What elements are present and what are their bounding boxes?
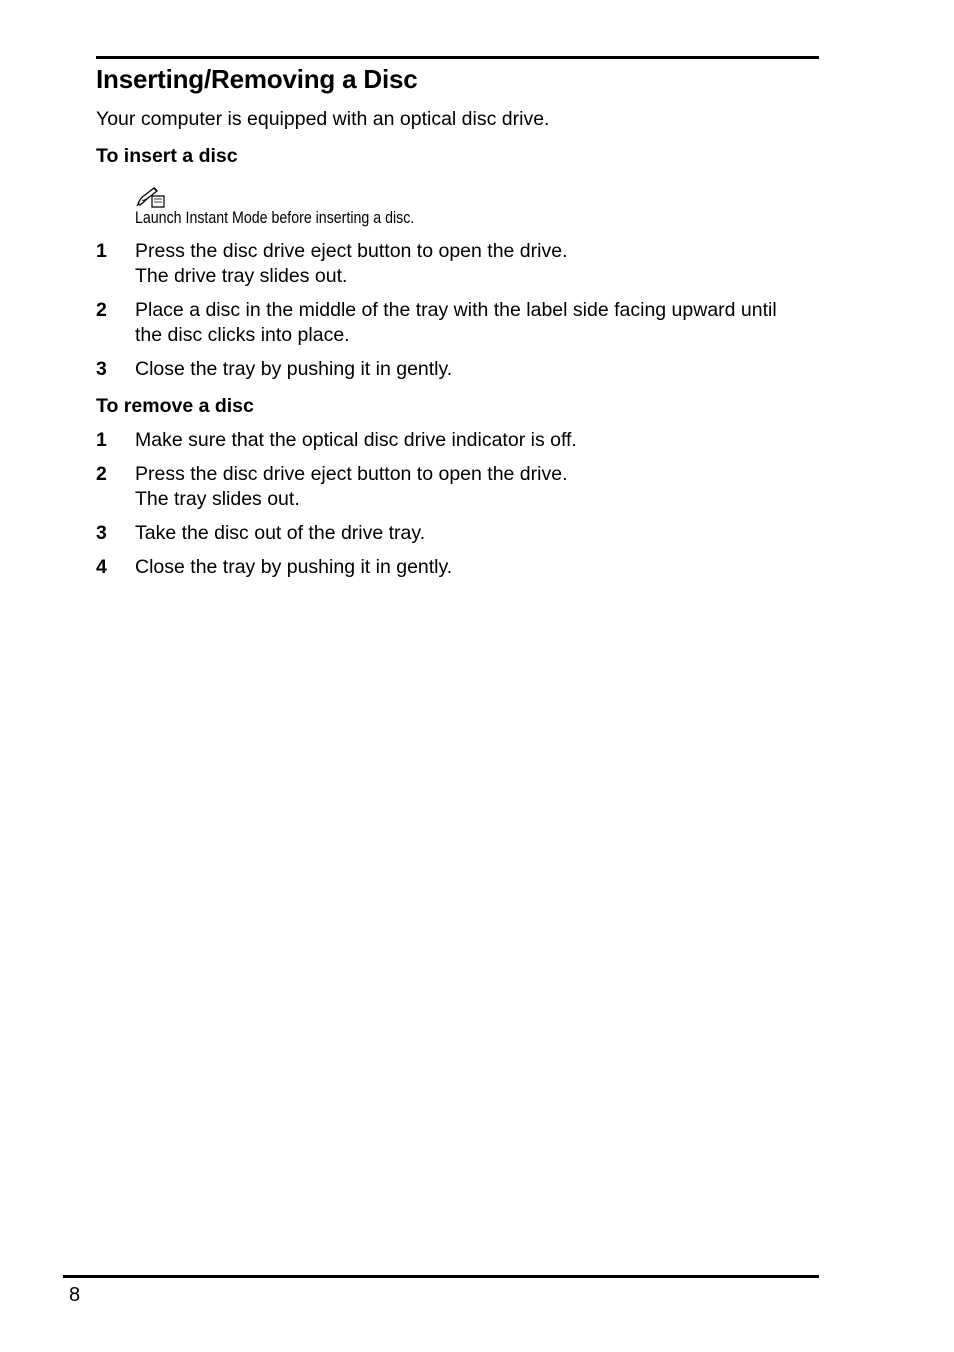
step-line: The drive tray slides out. (135, 265, 348, 287)
remove-step-2 (96, 462, 826, 512)
step-number: 3 (96, 522, 107, 544)
step-line: Press the disc drive eject button to open the drive. (135, 240, 568, 262)
step-text (135, 298, 826, 348)
step-number: 4 (96, 556, 107, 578)
step-number: 2 (96, 463, 107, 485)
step-line: Take the disc out of the drive tray. (135, 522, 426, 544)
note-text: Launch Instant Mode before inserting a disc. (135, 209, 415, 227)
step-line: Close the tray by pushing it in gently. (135, 358, 453, 380)
insert-step-3 (96, 357, 826, 382)
insert-heading: To insert a disc (96, 145, 238, 167)
remove-step-4 (96, 555, 826, 580)
step-number: 1 (96, 240, 107, 262)
page-title: Inserting/Removing a Disc (96, 64, 418, 94)
step-number: 3 (96, 358, 107, 380)
step-line: The tray slides out. (135, 488, 300, 510)
page-number: 8 (69, 1284, 81, 1306)
remove-step-3 (96, 521, 826, 546)
step-text (135, 555, 826, 580)
step-text (135, 462, 826, 512)
step-line: the disc clicks into place. (135, 324, 350, 346)
step-number: 2 (96, 299, 107, 321)
step-text (135, 428, 826, 453)
top-rule (96, 56, 819, 59)
insert-step-1 (96, 239, 826, 289)
step-line: Place a disc in the middle of the tray with the label side facing upward until (135, 299, 777, 321)
bottom-rule (63, 1275, 819, 1278)
step-text (135, 521, 826, 546)
step-line: Make sure that the optical disc drive indicator is off. (135, 429, 577, 451)
step-line: Press the disc drive eject button to open the drive. (135, 463, 568, 485)
step-line: Close the tray by pushing it in gently. (135, 556, 453, 578)
insert-step-2 (96, 298, 826, 348)
intro-text: Your computer is equipped with an optical disc drive. (96, 108, 550, 130)
step-number: 1 (96, 429, 107, 451)
remove-heading: To remove a disc (96, 395, 254, 417)
remove-step-1 (96, 428, 826, 453)
note-pencil-icon (135, 186, 165, 208)
step-text (135, 239, 826, 289)
step-text (135, 357, 826, 382)
